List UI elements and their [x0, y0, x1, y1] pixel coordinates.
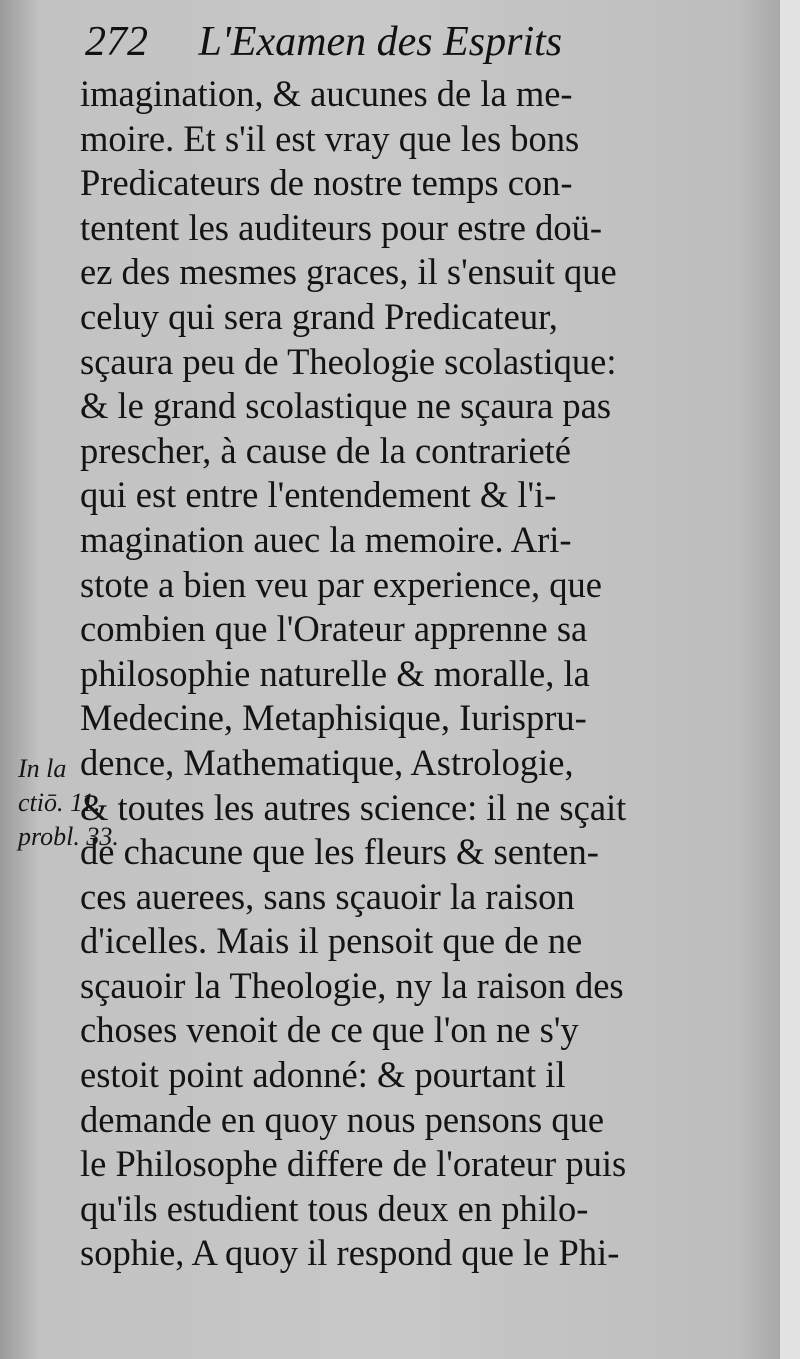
text-line: de chacune que les fleurs & senten- — [80, 831, 599, 873]
text-line: choses venoit de ce que l'on ne s'y — [80, 1009, 579, 1051]
text-line: combien que l'Orateur apprenne sa — [80, 608, 588, 650]
text-line: prescher, à cause de la contrarieté — [80, 429, 571, 471]
text-line: & le grand scolastique ne sçaura pas — [80, 385, 612, 427]
margin-note-line: probl. 33. — [18, 822, 119, 851]
text-line: stote a bien veu par experience, que — [80, 563, 602, 605]
text-line: demande en quoy nous pensons que — [80, 1098, 605, 1140]
text-line: philosophie naturelle & moralle, la — [80, 652, 590, 694]
text-line: sçauoir la Theologie, ny la raison des — [80, 964, 624, 1006]
page-header — [85, 18, 725, 78]
text-line: dence, Mathematique, Astrologie, — [80, 741, 574, 783]
text-line: sçaura peu de Theologie scolastique: — [80, 340, 617, 382]
margin-note-line: ctiō. 11. — [18, 788, 101, 817]
text-line: & toutes les autres science: il ne sçait — [80, 786, 627, 828]
text-line: sophie, A quoy il respond que le Phi- — [80, 1232, 620, 1274]
text-line: tentent les auditeurs pour estre doü- — [80, 206, 602, 248]
text-line: le Philosophe differe de l'orateur puis — [80, 1143, 627, 1185]
text-line: Predicateurs de nostre temps con- — [80, 162, 573, 204]
page-number: 272 — [85, 19, 148, 65]
text-line: Medecine, Metaphisique, Iurispru- — [80, 697, 587, 739]
text-line: moire. Et s'il est vray que les bons — [80, 117, 580, 159]
running-title: L'Examen des Esprits — [198, 19, 563, 65]
margin-note-line: In la — [18, 754, 67, 783]
text-line: qu'ils estudient tous deux en philo- — [80, 1187, 589, 1229]
page-edge — [780, 0, 800, 1359]
text-line: estoit point adonné: & pourtant il — [80, 1054, 566, 1096]
text-line: magination auec la memoire. Ari- — [80, 518, 572, 560]
text-line: celuy qui sera grand Predicateur, — [80, 295, 558, 337]
text-line: ces auerees, sans sçauoir la raison — [80, 875, 575, 917]
text-line: qui est entre l'entendement & l'i- — [80, 474, 557, 516]
text-line: d'icelles. Mais il pensoit que de ne — [80, 920, 583, 962]
margin-note — [18, 752, 119, 854]
body-text — [80, 72, 740, 1276]
text-line: imagination, & aucunes de la me- — [80, 73, 573, 114]
text-line: ez des mesmes graces, il s'ensuit que — [80, 251, 617, 293]
